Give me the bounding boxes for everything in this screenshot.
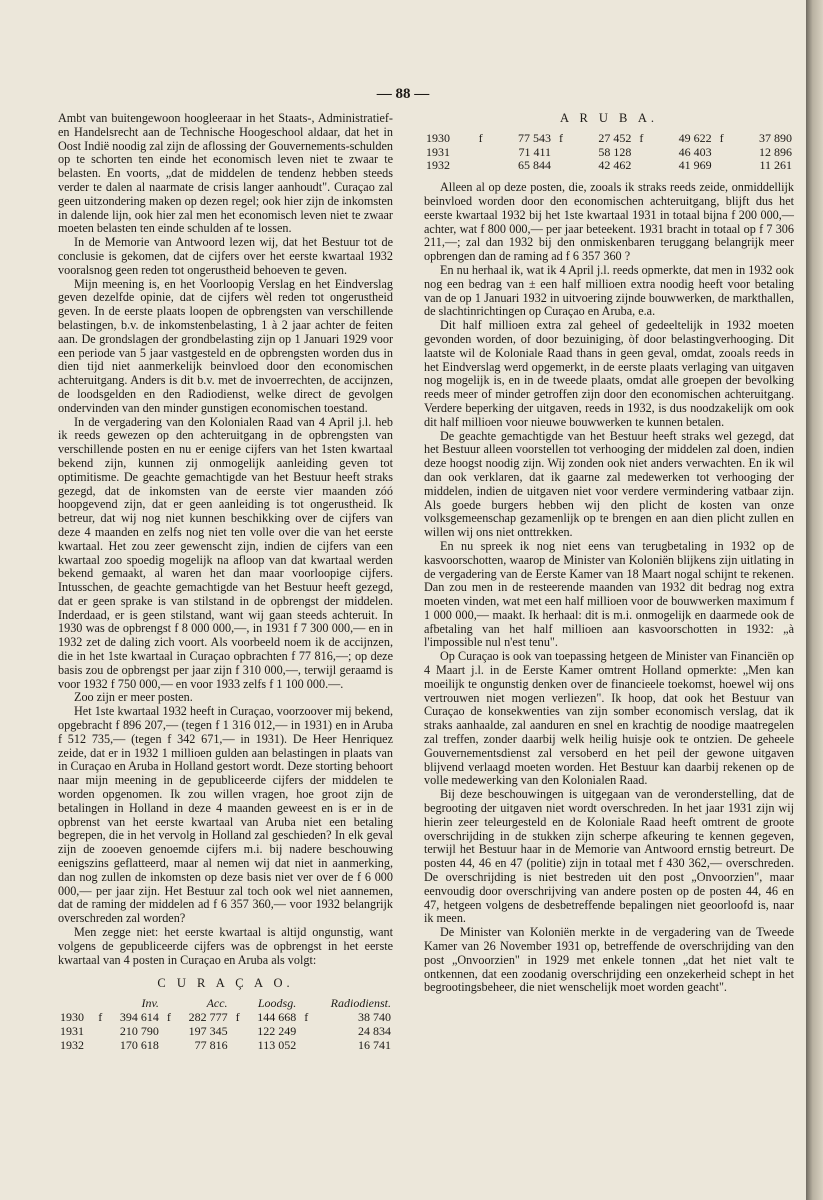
value-cell: 37 890: [759, 130, 792, 145]
value-cell: 46 403: [678, 144, 712, 159]
florin-sign: f: [559, 130, 563, 145]
table-row: [424, 146, 794, 160]
florin-sign: [633, 146, 649, 160]
florin-sign: f: [166, 1010, 171, 1024]
page-number: — 88 —: [376, 86, 430, 102]
paragraph: In de Memorie van Antwoord lezen wij, dat het Bestuur tot de conclusie is gekomen, dat de cijfers over het eerste kwartaal 1932 vooralsnog geen reden tot ongerustheid behoeven te geven.: [58, 235, 393, 277]
florin-sign: f: [235, 1010, 240, 1024]
florin-sign: [161, 1025, 177, 1039]
aruba-table: [424, 132, 794, 173]
florin-sign: [553, 146, 569, 160]
table-header-row: [58, 997, 393, 1011]
value-cell: 65 844: [518, 158, 551, 173]
florin-sign: [230, 1025, 246, 1039]
paragraph: En nu spreek ik nog niet eens van terugbetaling in 1932 op de kasvoorschotten, waarop de Minister van Koloniën blijkens zijn uitlating in de vergadering van de Eerste Kamer van 18 Maart nogal schijnt te rekenen. Dan zou men in de resteerende maanden van 1932 dit bedrag nog extra moeten vinden, wat met een half millioen voor de bouwwerken maximum f 1 000 000,— maakt. Ik herhaal: dit is m.i. onmogelijk en daarmede ook de afbetaling van het half millioen aan kasvoorschotten in 1932: „à l'impossible nul n'est tenu".: [424, 538, 794, 650]
year-cell: 1931: [426, 144, 450, 159]
value-cell: 197 345: [188, 1023, 228, 1038]
value-cell: 27 452: [598, 130, 632, 145]
table-row: [58, 1011, 393, 1025]
left-column: [58, 112, 393, 1052]
curacao-heading: C U R A Ç A O.: [157, 976, 294, 991]
value-cell: 71 411: [518, 144, 551, 159]
florin-sign: [473, 146, 489, 160]
paragraph: Bij deze beschouwingen is uitgegaan van de veronderstelling, dat de begrooting der uitgaven niet wordt overschreden. In het jaar 1931 zijn wij hierin zeer teleurgesteld en de Koloniale Raad heeft omtrent de groote overschrijding in de stukken zijn scherpe afkeuring te kennen gegeven, terwijl het Bestuur haar in de Memorie van Antwoord ernstig betreurt. De posten 44, 46 en 47 (politie) zijn in totaal met f 430 362,— overschreden. De overschrijding is niet bestreden uit den post „Onvoorzien", maar eenvoudig door overschrijving van andere posten op de posten 44, 46 en 47, hetgeen volgens de desbetreffende bepalingen niet geoorloofd is, naar ik meen.: [424, 787, 794, 926]
value-cell: 24 834: [358, 1023, 391, 1038]
value-cell: 38 740: [358, 1010, 391, 1024]
florin-sign: [161, 1039, 177, 1053]
value-cell: 210 790: [119, 1023, 159, 1038]
florin-sign: f: [304, 1010, 309, 1024]
florin-sign: [92, 1025, 108, 1039]
florin-sign: [230, 1039, 246, 1053]
florin-sign: [298, 1039, 314, 1053]
florin-sign: [553, 159, 569, 173]
value-cell: 11 261: [759, 158, 792, 173]
florin-sign: f: [639, 130, 644, 145]
florin-sign: [473, 159, 489, 173]
column-header: Inv.: [141, 996, 159, 1011]
year-cell: 1931: [60, 1023, 84, 1038]
paragraph: En nu herhaal ik, wat ik 4 April j.l. reeds opmerkte, dat men in 1932 ook nog een bedrag van ± een half millioen extra noodig heeft voor betaling van de op 1 Januari 1932 in uitvoering zijnde bouwwerken, de markthallen, de slachtinrichtingen op Curaçao en Aruba, e.a.: [424, 262, 794, 319]
paragraph: Mijn meening is, en het Voorloopig Verslag en het Eindverslag geven dezelfde opinie, dat de cijfers wèl reden tot ongerustheid geven. In de eerste plaats loopen de opbrengsten van verschillende belastingen, b.v. de inkomstenbelasting, 1 à 2 jaar achter de feiten aan. De grondslagen der grondbelasting zijn op 1 Januari 1929 voor een periode van 5 jaar vastgesteld en de opbrengsten worden dus in dien tijd niet aanmerkelijk beinvloed door den economischen achteruitgang. Anders is dit b.v. met de invoerrechten, de accijnzen, de loodsgelden en den Radiodienst, welke direct de gevolgen ondervinden van den minder gunstigen economischen toestand.: [58, 276, 393, 415]
column-header: Loodsg.: [257, 996, 297, 1011]
paragraph: Men zegge niet: het eerste kwartaal is altijd ongunstig, want volgens de gepubliceerde cijfers was de opbrengst in het eerste kwartaal van 4 posten in Curaçao en Aruba als volgt:: [58, 925, 393, 967]
value-cell: 122 249: [257, 1023, 297, 1038]
curacao-table: [58, 997, 393, 1052]
value-cell: 282 777: [188, 1010, 228, 1024]
value-cell: 77 816: [194, 1037, 228, 1052]
florin-sign: f: [478, 130, 483, 145]
table-row: [424, 132, 794, 146]
value-cell: 12 896: [759, 144, 792, 159]
paragraph: Zoo zijn er meer posten.: [74, 690, 193, 705]
paragraph: In de vergadering van den Kolonialen Raad van 4 April j.l. heb ik reeds gewezen op den achteruitgang in de opbrengsten van verschillende posten en nu er eenige cijfers van het 1sten kwartaal bekend zijn, kunnen zij onmogelijk aanleiding geven tot optimitisme. De geachte gemachtigde van het Bestuur heeft straks gezegd, dat de inkomsten van de eerste vier maanden zóó hoopgevend zijn, dat er geen aanleiding is tot ongerustheid. Ik betreur, dat wij nog niet kunnen beschikking over de cijfers van deze 4 maanden en zelfs nog niet ten volle over die van het eerste kwartaal. Het zou zeer gewenscht zijn, indien de cijfers van een kwartaal zoo spoedig mogelijk na afloop van dat kwartaal werden bekend gemaakt, al waren het dan maar voorloopige cijfers. Intusschen, de geachte gemachtigde van het Bestuur heeft gezegd, dat er geen sprake is van stilstand in de opbrengst der middelen. Inderdaad, er is geen stilstand, want wij gaan steeds achteruit. In 1930 was de opbrengst f 8 000 000,—, in 1931 f 7 300 000,— en in 1932 zet de daling zich voort. Als voorbeeld noem ik de accijnzen, die in het 1ste kwartaal in Curaçao opbrachten f 77 816,—; op deze basis zou de opbrengst per jaar zijn f 310 000,—, terwijl geraamd is voor 1932 f 750 000,— en voor 1933 zelfs f 1 100 000.—.: [58, 414, 393, 691]
column-header: Acc.: [206, 996, 228, 1011]
value-cell: 41 969: [678, 158, 712, 173]
florin-sign: [714, 146, 730, 160]
paragraph: De geachte gemachtigde van het Bestuur heeft straks wel gezegd, dat het Bestuur alleen voorstellen tot verhooging der middelen zal doen, indien deze hoogst noodig zijn. Wij zonden ook niet anders verwachten. En ik wil dan ook verklaren, dat ik gaarne zal medewerken tot verhooging der middelen, indien de uitgaven niet voor verdere vermindering vatbaar zijn. Als goede burgers hebben wij den plicht de kosten van onze volksgemeenschap gezamenlijk op te brengen en aan dien plicht zullen en willen wij ons niet onttrekken.: [424, 428, 794, 540]
florin-sign: [92, 1039, 108, 1053]
value-cell: 16 741: [358, 1037, 391, 1052]
value-cell: 394 614: [119, 1010, 159, 1024]
value-cell: 42 462: [598, 158, 632, 173]
paragraph: Het 1ste kwartaal 1932 heeft in Curaçao, voorzoover mij bekend, opgebracht f 896 207,— (tegen f 1 316 012,— in 1931) en in Aruba f 512 735,— (tegen f 342 671,— in 1931). De Heer Henriquez zeide, dat er in 1932 1 millioen gulden aan belastingen in plaats van in Curaçao en Aruba in Holland gestort wordt. Deze storting behoort naar mijn meening in de gepubliceerde cijfers der middelen te worden opgenomen. Ik zou willen vragen, hoe groot zijn de betalingen in Holland in deze 4 maanden geweest en is er in de opbrenst van het eerste kwartaal van Aruba niet een betaling begrepen, die in het vervolg in Holland zal geschieden? In elk geval zijn de zooeven genoemde cijfers m.i. bij nadere beschouwing eenigszins geflatteerd, maar al nemen wij dat niet in aanmerking, dan nog zullen de inkomsten op deze basis niet ver over de f 6 000 000,— per jaar zijn. Het Bestuur zal toch ook wel niet aannemen, dat de raming der middelen ad f 6 357 360,— voor 1932 belangrijk overschreden zal worden?: [58, 704, 393, 926]
paragraph: Alleen al op deze posten, die, zooals ik straks reeds zeide, onmiddellijk beinvloed worden door den economischen achteruitgang, blijft dus het eerste kwartaal 1932 bij het 1ste kwartaal 1931 in totaal bijna f 200 000,— achter, wat f 800 000,— per jaar beteekent. 1931 bracht in totaal op f 7 306 211,—; zal dan 1932 bij den onmiskenbaren teruggang belangrijk meer opbrengen dan de raming ad f 6 357 360 ?: [424, 180, 794, 264]
value-cell: 58 128: [598, 144, 632, 159]
aruba-heading: A R U B A.: [559, 111, 658, 125]
value-cell: 77 543: [518, 130, 551, 145]
florin-sign: [633, 159, 649, 173]
value-cell: 144 668: [257, 1010, 297, 1024]
table-row: [58, 1039, 393, 1053]
florin-sign: f: [98, 1010, 103, 1024]
florin-sign: [714, 159, 730, 173]
value-cell: 170 618: [119, 1037, 159, 1052]
adjacent-page-edge: [806, 0, 823, 1200]
table-row: [58, 1025, 393, 1039]
year-cell: 1930: [60, 1010, 84, 1024]
column-header: Radiodienst.: [330, 996, 391, 1011]
paragraph: Op Curaçao is ook van toepassing hetgeen de Minister van Financiën op 4 Maart j.l. in de Eerste Kamer omtrent Holland opmerkte: „Men kan moeilijk te ongunstig denken over de financieele toekomst, hoewel wij ons vertrouwen niet mogen verliezen". Ik hoop, dat ook het Bestuur van Curaçao de konsekwenties van zijn somber economisch verslag, dat ik straks aanhaalde, zal aanduren en snel en krachtig de noodige maatregelen zal treffen, zonder daarbij welk heilig huisje ook te ontzien. De geheele Gouvernementsdienst zal versoberd en het peil der gewone uitgaven blijvend verlaagd moeten worden. Het Bestuur kan daarbij rekenen op de volle medewerking van den Kolonialen Raad.: [424, 649, 794, 788]
value-cell: 49 622: [678, 130, 712, 145]
florin-sign: f: [719, 130, 724, 145]
year-cell: 1930: [426, 130, 450, 145]
year-cell: 1932: [60, 1037, 84, 1052]
table-row: [424, 159, 794, 173]
florin-sign: [298, 1025, 314, 1039]
paragraph: Ambt van buitengewoon hoogleeraar in het Staats-, Administratief- en Handelsrecht aan de Technische Hoogeschool aldaar, dat het in Oost Indië noodig zal zijn de aflossing der Gouvernements-schulden op te schorten ten einde het economisch leven niet te zwaar te belasten. En voorts, „dat de middelen de tendenz hebben steeds verder te dalen al naarmate de crisis langer aanhoudt". Curaçao zal geen uitzondering maken op dezen regel; ook hier zijn de inkomsten in dalende lijn, ook hier zal men het economisch leven niet te zwaar moeten belasten ten einde schulden af te lossen.: [58, 111, 393, 236]
paragraph: Dit half millioen extra zal geheel of gedeeltelijk in 1932 moeten gevonden worden, of door bezuiniging, òf door belastingverhooging. Dit laatste wil de Koloniale Raad thans in geen geval, omdat, zooals reeds in het Eindverslag werd opgemerkt, in de eerste plaats verlaging van uitgaven nog mogelijk is, en in de tweede plaats, omdat alle groepen der bevolking reeds meer of minder getroffen zijn door den economischen achteruitgang. Verdere beperking der uitgaven, reeds in 1932, is dus noodzakelijk om ook dit half millioen voor nieuwe bouwwerken te kunnen betalen.: [424, 318, 794, 429]
right-column: [424, 112, 794, 995]
year-cell: 1932: [426, 158, 450, 173]
paragraph: De Minister van Koloniën merkte in de vergadering van de Tweede Kamer van 26 November 1931 op, betreffende de overschrijding van den post „Onvoorzien" in 1929 met enkele tonnen „dat het niet valt te ontkennen, dat een zoodanig overschrijding een onzekerheid schept in het begrootingsbeheer, die niet wenschelijk moet worden geacht".: [424, 925, 794, 995]
value-cell: 113 052: [257, 1037, 297, 1052]
